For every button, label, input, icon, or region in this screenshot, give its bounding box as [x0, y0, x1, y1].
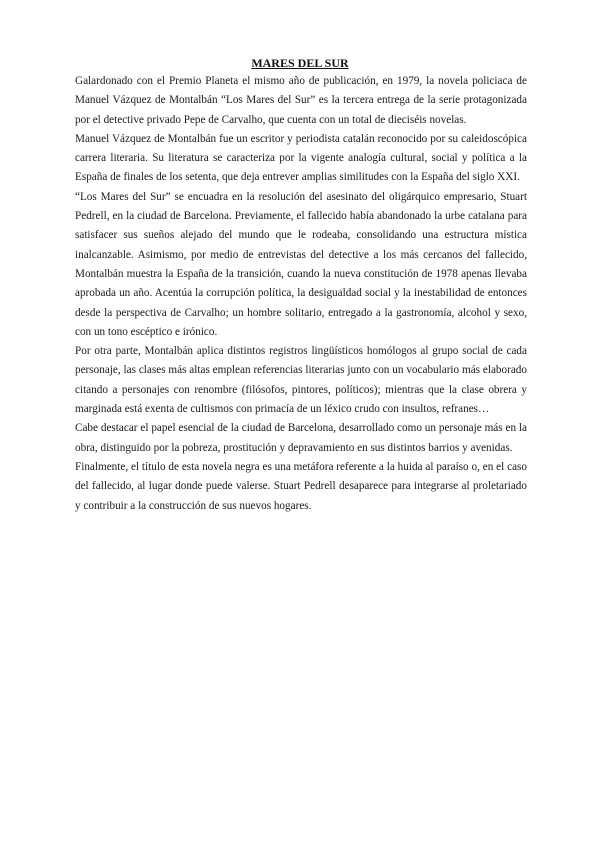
document-title: MARES DEL SUR	[251, 56, 349, 70]
paragraph-language-registers: Por otra parte, Montalbán aplica distintos registros lingüísticos homólogos al grupo social de cada personaje, las clases más altas emplean referencias literarias junto con un vocabulario más elaborado citando a personajes con renombre (filósofos, pintores, políticos); mientras que la clase obrera y marginada está exenta de cultismos con primacía de un léxico crudo con insultos, refranes…	[75, 345, 527, 416]
paragraph-author: Manuel Vázquez de Montalbán fue un escritor y periodista catalán reconocido por su caleidoscópica carrera literaria. Su literatura se caracteriza por la vigente analogía cultural, social y política a la España de finales de los setenta, que deja entrever amplias similitudes con la España del siglo XXI.	[75, 132, 527, 184]
paragraph-premio-planeta: Galardonado con el Premio Planeta el mismo año de publicación, en 1979, la novela policiaca de Manuel Vázquez de Montalbán “Los Mares del Sur” es la tercera entrega de la serie protagonizada por el detective privado Pepe de Carvalho, que cuenta con un total de dieciséis novelas.	[75, 75, 527, 126]
paragraph-barcelona: Cabe destacar el papel esencial de la ciudad de Barcelona, desarrollado como un personaje más en la obra, distinguido por la pobreza, prostitución y depravamiento en sus distintos barrios y avenidas.	[75, 422, 527, 454]
document-body	[75, 72, 527, 516]
paragraph-plot: “Los Mares del Sur” se encuadra en la resolución del asesinato del oligárquico empresario, Stuart Pedrell, en la ciudad de Barcelona. Previamente, el fallecido había abandonado la urbe catalana para satisfacer sus sueños alejado del mundo que le rodeaba, consolidando una estructura mística inalcanzable. Asimismo, por medio de entrevistas del detective a los más cercanos del fallecido, Montalbán muestra la España de la transición, cuando la nueva constitución de 1978 apenas llevaba aprobada un año. Acentúa la corrupción política, la desigualdad social y la inestabilidad de entonces desde la perspectiva de Carvalho; un hombre solitario, entregado a la gastronomía, alcohol y sexo, con un tono escéptico e irónico.	[75, 190, 527, 338]
paragraph-conclusion: Finalmente, el título de esta novela negra es una metáfora referente a la huida al paraíso o, en el caso del fallecido, al lugar donde puede valerse. Stuart Pedrell desaparece para integrarse al proletariado y contribuir a la construcción de sus nuevos hogares.	[75, 460, 527, 512]
